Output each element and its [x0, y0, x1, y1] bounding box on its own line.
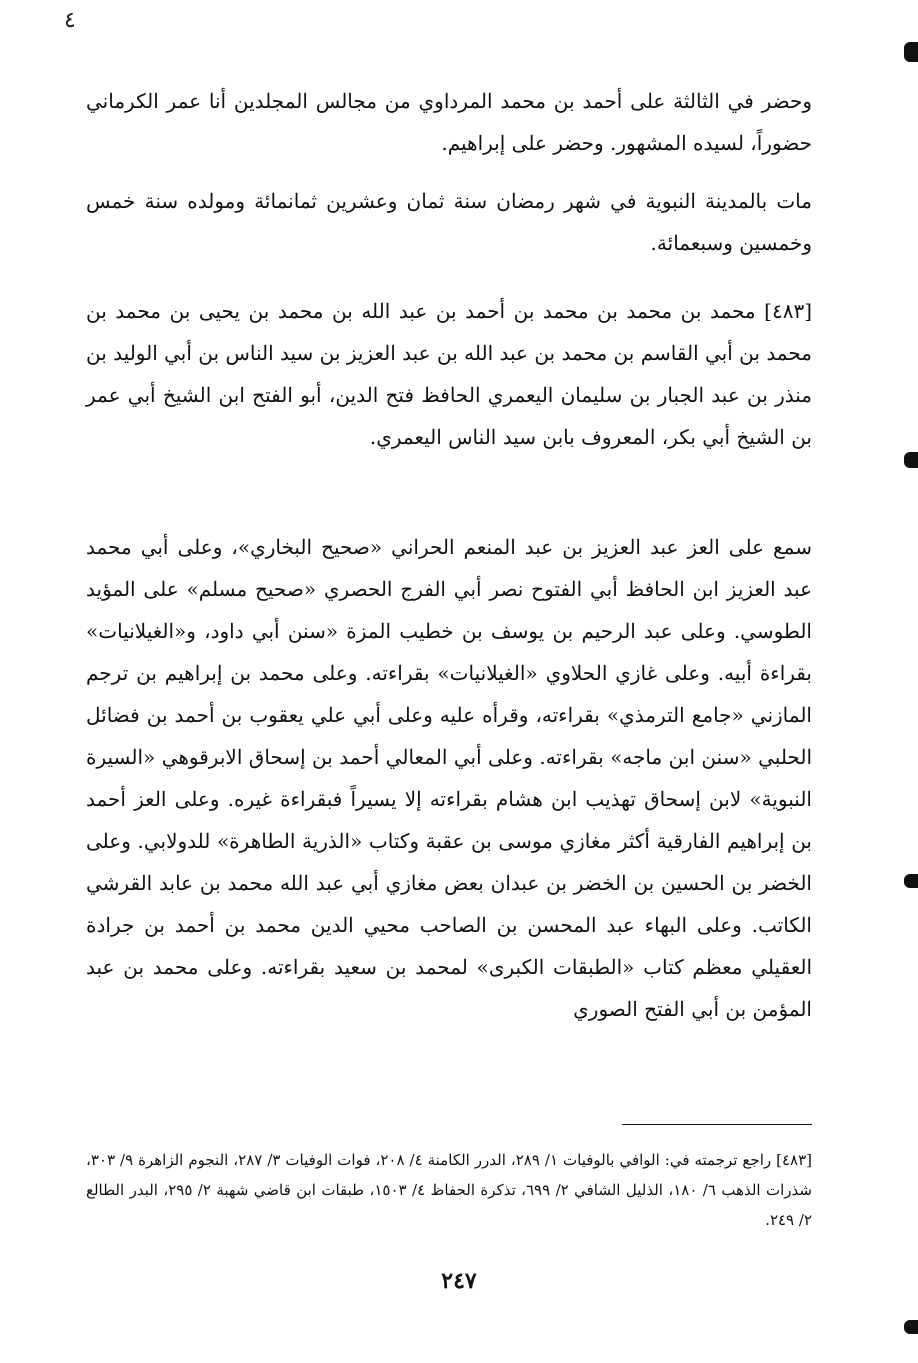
- page-edge-mark: [904, 874, 918, 888]
- footnote-divider: [622, 1124, 812, 1125]
- paragraph-text: سمع على العز عبد العزيز بن عبد المنعم الحراني «صحيح البخاري»، وعلى أبي محمد عبد العزيز ابن الحافظ أبي الفتوح نصر أبي الفرج الحصري «صحيح مسلم» على المؤيد الطوسي. وعلى عبد الرحيم بن يوسف بن خطيب المزة «سنن أبي داود، و«الغيلانيات» بقراءة أبيه. وعلى غازي الحلاوي «الغيلانيات» بقراءته. وعلى محمد بن إبراهيم بن ترجم المازني «جامع الترمذي» بقراءته، وقرأه عليه وعلى أبي علي يعقوب بن أحمد بن فضائل الحلبي «سنن ابن ماجه» بقراءته. وعلى أبي المعالي أحمد بن إسحاق الابرقوهي «السيرة النبوية» لابن إسحاق تهذيب ابن هشام بقراءته إلا يسيراً فبقراءة غيره. وعلى العز أحمد بن إبراهيم الفارقية أكثر مغازي موسى بن عقبة وكتاب «الذرية الطاهرة» للدولابي. وعلى الخضر بن الحسين بن الخضر بن عبدان بعض مغازي أبي عبد الله محمد بن عابد القرشي الكاتب. وعلى البهاء عبد المحسن بن الصاحب محيي الدين محمد بن أحمد بن جرادة العقيلي معظم كتاب «الطبقات الكبرى» لمحمد بن سعيد بقراءته. وعلى محمد بن عبد المؤمن بن أبي الفتح الصوري: [86, 535, 812, 1021]
- entry-483-heading: [86, 290, 812, 458]
- paragraph-text: وحضر في الثالثة على أحمد بن محمد المرداوي من مجالس المجلدين أنا عمر الكرماني حضوراً، لسيده المشهور. وحضر على إبراهيم.: [86, 89, 812, 155]
- paragraph-death-birth: [86, 180, 812, 264]
- paragraph-text: [٤٨٣] محمد بن محمد بن محمد بن أحمد بن عبد الله بن محمد بن يحيى بن محمد بن محمد بن أبي القاسم بن محمد بن عبد الله بن عبد العزيز بن سيد الناس بن أبي الوليد بن منذر بن عبد الجبار بن سليمان اليعمري الحافظ فتح الدين، أبو الفتح ابن الشيخ أبي عمر بن الشيخ أبي بكر، المعروف بابن سيد الناس اليعمري.: [86, 299, 812, 449]
- page-edge-mark: [904, 452, 918, 468]
- paragraph-text: مات بالمدينة النبوية في شهر رمضان سنة ثمان وعشرين ثمانمائة ومولده سنة خمس وخمسين وسبعمائة.: [86, 189, 812, 255]
- page-edge-mark: [904, 1320, 918, 1334]
- paragraph-hearing: [86, 526, 812, 1030]
- page-number: ٢٤٧: [441, 1268, 477, 1294]
- corner-mark: ٤: [64, 8, 76, 33]
- paragraph-attendance: [86, 80, 812, 164]
- page-edge-mark: [904, 42, 918, 62]
- footnote: [٤٨٣] راجع ترجمته في: الوافي بالوفيات ١/ ٢٨٩، الدرر الكامنة ٤/ ٢٠٨، فوات الوفيات ٣/ ٢٨٧، النجوم الزاهرة ٩/ ٣٠٣، شذرات الذهب ٦/ ١٨٠، الذليل الشافي ٢/ ٦٩٩، تذكرة الحفاظ ٤/ ١٥٠٣، طبقات ابن قاضي شهبة ٢/ ٢٩٥، البدر الطالع ٢/ ٢٤٩.: [86, 1151, 812, 1229]
